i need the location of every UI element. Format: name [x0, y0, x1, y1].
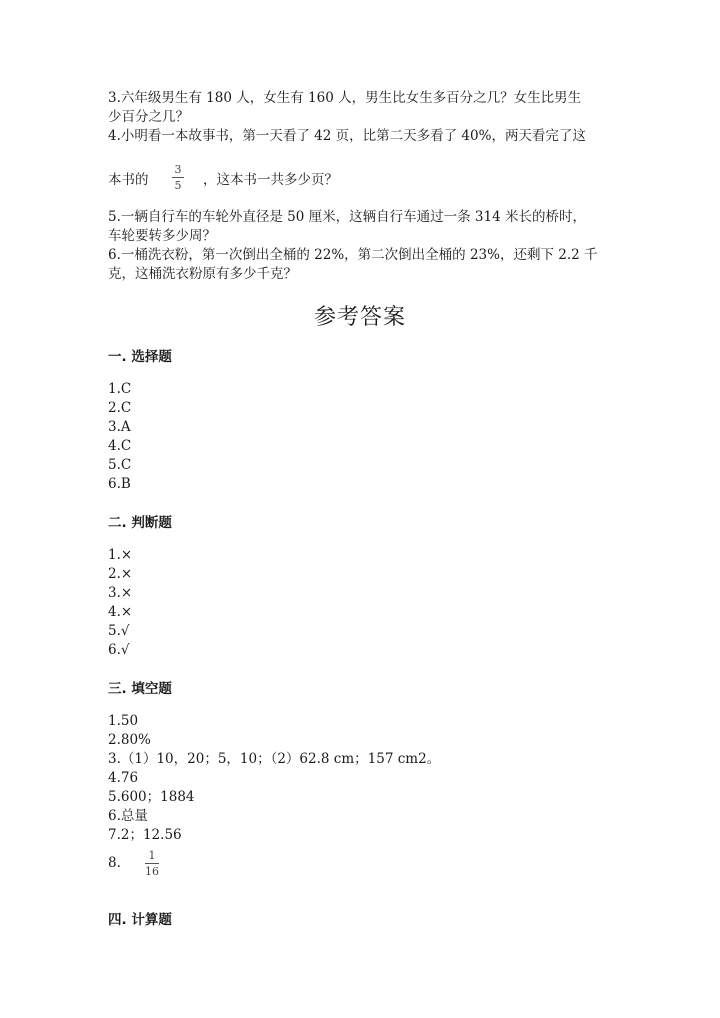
fraction-bar	[145, 863, 159, 864]
answer-item: 3.×	[108, 585, 133, 601]
section-heading-judge: 二. 判断题	[108, 515, 172, 531]
fraction-numerator: 1	[148, 849, 156, 862]
question-4-fraction	[172, 163, 184, 192]
answer-item: 1.50	[108, 713, 139, 729]
answer-item: 1.C	[108, 381, 132, 397]
section-heading-choice: 一. 选择题	[108, 349, 172, 365]
question-4-line-1: 4.小明看一本故事书，第一天看了 42 页，比第二天多看了 40%，两天看完了这	[108, 128, 586, 144]
answer-item: 4.76	[108, 770, 139, 786]
answer-item: 6.√	[108, 642, 130, 658]
answer-item: 2.×	[108, 566, 133, 582]
fraction-bar	[172, 177, 184, 178]
answer-item: 3.A	[108, 419, 131, 435]
fraction-denominator: 5	[174, 179, 182, 192]
answer-item: 5.√	[108, 623, 130, 639]
question-5-line-1: 5.一辆自行车的车轮外直径是 50 厘米，这辆自行车通过一条 314 米长的桥时，	[108, 209, 586, 225]
question-4-line-2-suffix: ，这本书一共多少页？	[203, 172, 338, 188]
question-3-line-1: 3.六年级男生有 180 人，女生有 160 人，男生比女生多百分之几？女生比男生	[108, 90, 582, 106]
answer-item: 6.B	[108, 476, 131, 492]
fraction-denominator: 16	[145, 865, 159, 878]
answer-item: 4.×	[108, 604, 133, 620]
section-heading-calc: 四. 计算题	[108, 912, 172, 928]
section-heading-fill: 三. 填空题	[108, 681, 172, 697]
answer-item: 5.C	[108, 457, 132, 473]
answer-item: 5.600；1884	[108, 789, 195, 805]
answer-item: 4.C	[108, 438, 132, 454]
answer-item: 2.C	[108, 400, 132, 416]
answer-item: 7.2；12.56	[108, 827, 182, 843]
question-6-line-2: 克，这桶洗衣粉原有多少千克？	[108, 266, 297, 282]
answers-title: 参考答案	[313, 305, 406, 330]
answer-item-8-label: 8.	[108, 855, 121, 871]
answer-item: 3.（1）10，20；5，10；（2）62.8 cm；157 cm2。	[108, 751, 441, 767]
answer-item: 1.×	[108, 547, 133, 563]
answer-8-fraction	[145, 849, 159, 878]
question-3-line-2: 少百分之几？	[108, 109, 189, 125]
question-6-line-1: 6.一桶洗衣粉，第一次倒出全桶的 22%，第二次倒出全桶的 23%，还剩下 2.2 千	[108, 247, 598, 263]
answer-item: 6.总量	[108, 808, 148, 824]
fraction-numerator: 3	[174, 163, 182, 176]
question-4-line-2-prefix: 本书的	[108, 172, 149, 188]
answer-item: 2.80%	[108, 732, 151, 748]
question-5-line-2: 车轮要转多少周？	[108, 228, 216, 244]
